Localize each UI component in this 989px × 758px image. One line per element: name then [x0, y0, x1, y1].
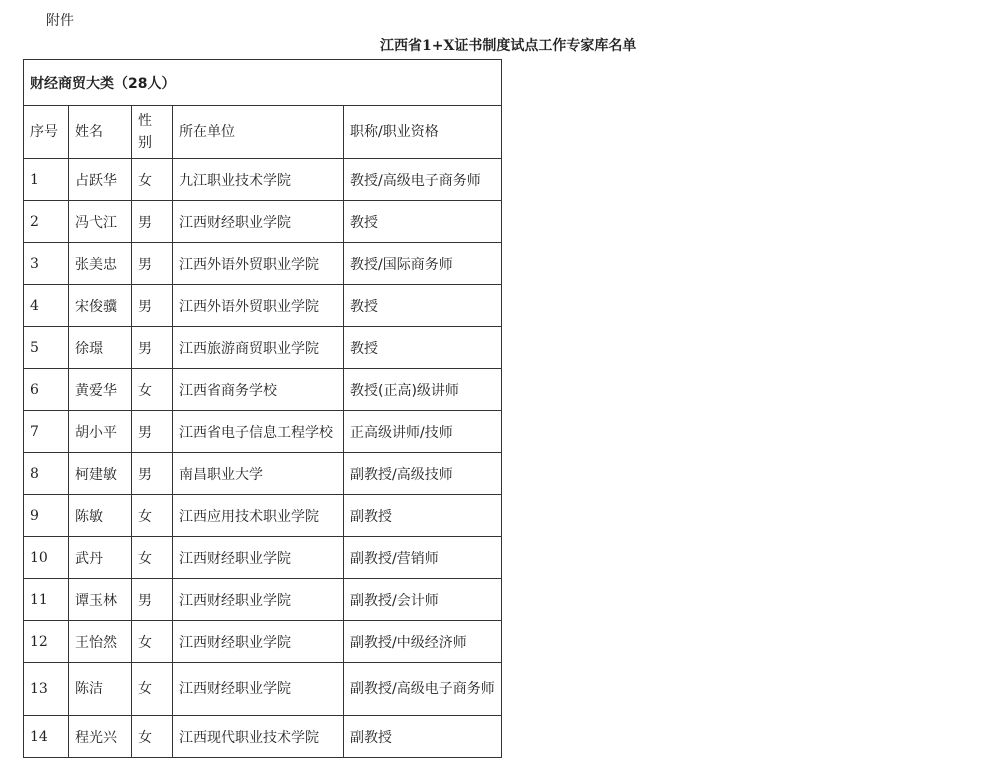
table-row: [24, 495, 502, 537]
expert-roster-table: [23, 59, 502, 758]
cell-title: 教授(正高)级讲师: [344, 369, 502, 411]
cell-name: 占跃华: [69, 159, 132, 201]
cell-name: 陈洁: [69, 663, 132, 716]
cell-gender: 女: [132, 495, 173, 537]
cell-name: 谭玉林: [69, 579, 132, 621]
cell-unit: 江西省电子信息工程学校: [173, 411, 344, 453]
header-seq: 序号: [24, 106, 69, 159]
table-row: [24, 453, 502, 495]
cell-title: 副教授/中级经济师: [344, 621, 502, 663]
cell-name: 王怡然: [69, 621, 132, 663]
cell-gender: 男: [132, 453, 173, 495]
header-title: 职称/职业资格: [344, 106, 502, 159]
header-gender-label: 性别: [138, 113, 152, 151]
cell-title: 教授: [344, 285, 502, 327]
cell-unit: 江西财经职业学院: [173, 537, 344, 579]
cell-gender: 男: [132, 327, 173, 369]
cell-unit: 江西财经职业学院: [173, 201, 344, 243]
table-row: [24, 159, 502, 201]
cell-gender: 女: [132, 663, 173, 716]
cell-seq: 9: [24, 495, 69, 537]
cell-seq: 14: [24, 716, 69, 758]
cell-gender: 女: [132, 621, 173, 663]
cell-gender: 男: [132, 201, 173, 243]
cell-unit: 江西财经职业学院: [173, 579, 344, 621]
table-row: [24, 201, 502, 243]
cell-title: 副教授/高级电子商务师: [344, 663, 502, 716]
cell-seq: 12: [24, 621, 69, 663]
table-row: [24, 663, 502, 716]
cell-gender: 女: [132, 716, 173, 758]
cell-title: 正高级讲师/技师: [344, 411, 502, 453]
cell-title: 副教授: [344, 716, 502, 758]
cell-seq: 6: [24, 369, 69, 411]
cell-unit: 江西现代职业技术学院: [173, 716, 344, 758]
table-row: [24, 716, 502, 758]
category-label: 财经商贸大类（28人）: [24, 60, 502, 106]
cell-seq: 7: [24, 411, 69, 453]
category-row: [24, 60, 502, 106]
cell-name: 张美忠: [69, 243, 132, 285]
cell-title: 教授/国际商务师: [344, 243, 502, 285]
cell-seq: 5: [24, 327, 69, 369]
cell-unit: 江西应用技术职业学院: [173, 495, 344, 537]
header-name: 姓名: [69, 106, 132, 159]
cell-title: 副教授/营销师: [344, 537, 502, 579]
cell-name: 冯弋江: [69, 201, 132, 243]
cell-seq: 1: [24, 159, 69, 201]
cell-seq: 13: [24, 663, 69, 716]
cell-unit: 南昌职业大学: [173, 453, 344, 495]
cell-name: 陈敏: [69, 495, 132, 537]
cell-title: 副教授: [344, 495, 502, 537]
cell-gender: 女: [132, 159, 173, 201]
cell-title: 副教授/高级技师: [344, 453, 502, 495]
table-row: [24, 327, 502, 369]
attachment-label: 附件: [46, 13, 74, 29]
cell-gender: 女: [132, 369, 173, 411]
cell-unit: 江西财经职业学院: [173, 663, 344, 716]
table-row: [24, 369, 502, 411]
cell-title: 教授: [344, 327, 502, 369]
cell-seq: 11: [24, 579, 69, 621]
table-row: [24, 621, 502, 663]
table-row: [24, 579, 502, 621]
cell-unit: 江西外语外贸职业学院: [173, 243, 344, 285]
cell-unit: 江西财经职业学院: [173, 621, 344, 663]
cell-unit: 九江职业技术学院: [173, 159, 344, 201]
cell-name: 宋俊骥: [69, 285, 132, 327]
cell-seq: 2: [24, 201, 69, 243]
cell-seq: 10: [24, 537, 69, 579]
table-row: [24, 243, 502, 285]
cell-gender: 男: [132, 243, 173, 285]
cell-name: 武丹: [69, 537, 132, 579]
document-title: 江西省1+X证书制度试点工作专家库名单: [380, 38, 637, 54]
cell-unit: 江西旅游商贸职业学院: [173, 327, 344, 369]
cell-gender: 男: [132, 579, 173, 621]
cell-gender: 男: [132, 411, 173, 453]
cell-gender: 女: [132, 537, 173, 579]
cell-seq: 4: [24, 285, 69, 327]
table-row: [24, 537, 502, 579]
cell-unit: 江西省商务学校: [173, 369, 344, 411]
cell-name: 胡小平: [69, 411, 132, 453]
cell-name: 柯建敏: [69, 453, 132, 495]
header-gender: [132, 106, 173, 159]
cell-unit: 江西外语外贸职业学院: [173, 285, 344, 327]
header-row: [24, 106, 502, 159]
cell-seq: 8: [24, 453, 69, 495]
cell-seq: 3: [24, 243, 69, 285]
cell-title: 副教授/会计师: [344, 579, 502, 621]
cell-name: 程光兴: [69, 716, 132, 758]
table-row: [24, 411, 502, 453]
header-unit: 所在单位: [173, 106, 344, 159]
cell-title: 教授: [344, 201, 502, 243]
table-row: [24, 285, 502, 327]
cell-title: 教授/高级电子商务师: [344, 159, 502, 201]
cell-gender: 男: [132, 285, 173, 327]
cell-name: 黄爱华: [69, 369, 132, 411]
cell-name: 徐璟: [69, 327, 132, 369]
